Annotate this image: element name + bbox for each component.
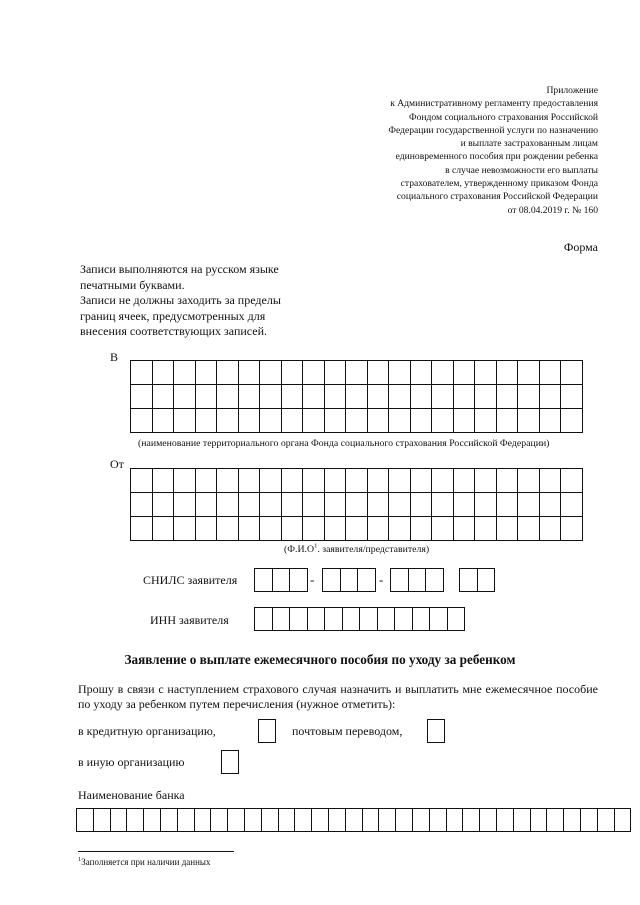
statement-text: Прошу в связи с наступлением страхового случая назначить и выплатить мне ежемесячное пособие по уходу за ребенком путем перечисления (нужное отметить):: [78, 682, 598, 711]
grid-cell[interactable]: [131, 409, 153, 433]
snils-group-1[interactable]: [254, 568, 307, 592]
input-cell[interactable]: [194, 808, 212, 832]
bank-label: Наименование банка: [78, 788, 185, 802]
input-cell[interactable]: [359, 607, 378, 631]
input-cell[interactable]: [278, 808, 296, 832]
grid-cell[interactable]: [518, 493, 540, 517]
grid-cell[interactable]: [518, 469, 540, 493]
grid-cell[interactable]: [174, 469, 196, 493]
grid-cell[interactable]: [174, 385, 196, 409]
grid-cell[interactable]: [346, 385, 368, 409]
grid-cell[interactable]: [260, 517, 282, 541]
footnote: [78, 857, 210, 867]
grid-cell[interactable]: [324, 385, 346, 409]
input-cell[interactable]: [160, 808, 178, 832]
grid-cell[interactable]: [174, 517, 196, 541]
from-label: От: [110, 457, 124, 471]
grid-cell[interactable]: [131, 385, 153, 409]
input-cell[interactable]: [394, 607, 413, 631]
grid-cell[interactable]: [453, 385, 475, 409]
from-caption: [284, 544, 429, 555]
input-cell[interactable]: [110, 808, 128, 832]
grid-cell[interactable]: [453, 517, 475, 541]
grid-cell[interactable]: [303, 385, 325, 409]
instruction-line: границ ячеек, предусмотренных для: [80, 308, 266, 323]
grid-cell[interactable]: [303, 493, 325, 517]
grid-cell[interactable]: [195, 493, 217, 517]
grid-cell[interactable]: [410, 517, 432, 541]
grid-cell[interactable]: [131, 469, 153, 493]
grid-cell[interactable]: [475, 361, 497, 385]
grid-cell[interactable]: [324, 361, 346, 385]
input-cell[interactable]: [395, 808, 413, 832]
input-cell[interactable]: [93, 808, 111, 832]
input-cell[interactable]: [477, 568, 496, 592]
from-caption-prefix: (Ф.И.О: [284, 544, 315, 555]
input-cell[interactable]: [377, 607, 396, 631]
input-cell[interactable]: [546, 808, 564, 832]
grid-cell[interactable]: [281, 385, 303, 409]
grid-cell[interactable]: [475, 517, 497, 541]
grid-cell[interactable]: [174, 409, 196, 433]
grid-cell[interactable]: [238, 361, 260, 385]
footnote-text: Заполняется при наличии данных: [81, 857, 211, 867]
input-cell[interactable]: [76, 808, 94, 832]
other-org-checkbox[interactable]: [221, 750, 239, 774]
statement-title: Заявление о выплате ежемесячного пособия по уходу за ребенком: [124, 652, 516, 667]
instruction-line: печатными буквами.: [80, 277, 185, 292]
grid-cell[interactable]: [324, 409, 346, 433]
grid-cell[interactable]: [346, 361, 368, 385]
grid-cell[interactable]: [260, 469, 282, 493]
grid-cell[interactable]: [561, 361, 583, 385]
appendix-line: единовременного пособия при рождении ребенка: [395, 151, 598, 163]
input-cell[interactable]: [580, 808, 598, 832]
input-cell[interactable]: [597, 808, 615, 832]
to-label: В: [110, 350, 119, 364]
grid-cell[interactable]: [281, 409, 303, 433]
input-cell[interactable]: [345, 808, 363, 832]
grid-cell[interactable]: [496, 385, 518, 409]
grid-cell[interactable]: [496, 409, 518, 433]
inn-label: ИНН заявителя: [150, 613, 229, 627]
from-name-grid[interactable]: [130, 468, 583, 541]
grid-cell[interactable]: [367, 361, 389, 385]
grid-cell[interactable]: [281, 493, 303, 517]
input-cell[interactable]: [408, 568, 427, 592]
snils-label: СНИЛС заявителя: [143, 573, 238, 587]
grid-cell[interactable]: [324, 469, 346, 493]
grid-cell[interactable]: [496, 361, 518, 385]
grid-cell[interactable]: [389, 517, 411, 541]
grid-cell[interactable]: [152, 409, 174, 433]
option-postal-label: почтовым переводом,: [292, 724, 403, 738]
grid-cell[interactable]: [195, 469, 217, 493]
grid-cell[interactable]: [174, 493, 196, 517]
to-agency-grid[interactable]: [130, 360, 583, 433]
input-cell[interactable]: [324, 607, 343, 631]
input-cell[interactable]: [328, 808, 346, 832]
grid-cell[interactable]: [260, 385, 282, 409]
appendix-line: и выплате застрахованным лицам: [460, 138, 598, 150]
grid-cell[interactable]: [131, 493, 153, 517]
appendix-line: к Административному регламенту предоставления: [390, 98, 598, 110]
grid-cell[interactable]: [453, 361, 475, 385]
grid-cell[interactable]: [453, 409, 475, 433]
grid-cell[interactable]: [475, 409, 497, 433]
input-cell[interactable]: [459, 568, 478, 592]
input-cell[interactable]: [143, 808, 161, 832]
appendix-line: Федерации государственной услуги по назначению: [388, 124, 598, 136]
grid-cell[interactable]: [281, 469, 303, 493]
grid-cell[interactable]: [410, 469, 432, 493]
snils-control-digits[interactable]: [459, 568, 494, 592]
grid-cell[interactable]: [561, 469, 583, 493]
grid-cell[interactable]: [432, 517, 454, 541]
appendix-header: [308, 84, 598, 217]
grid-cell[interactable]: [238, 409, 260, 433]
input-cell[interactable]: [126, 808, 144, 832]
grid-cell[interactable]: [389, 361, 411, 385]
grid-cell[interactable]: [539, 493, 561, 517]
input-cell[interactable]: [462, 808, 480, 832]
input-cell[interactable]: [429, 607, 448, 631]
credit-org-checkbox[interactable]: [258, 719, 276, 743]
grid-cell[interactable]: [496, 517, 518, 541]
grid-cell[interactable]: [238, 493, 260, 517]
footnote-number: 1: [78, 856, 82, 863]
input-cell[interactable]: [227, 808, 245, 832]
input-cell[interactable]: [378, 808, 396, 832]
grid-cell[interactable]: [389, 493, 411, 517]
footnote-divider: [78, 851, 234, 852]
grid-cell[interactable]: [195, 409, 217, 433]
input-cell[interactable]: [412, 607, 431, 631]
snils-separator: -: [379, 572, 384, 587]
grid-cell[interactable]: [410, 361, 432, 385]
grid-cell[interactable]: [346, 517, 368, 541]
grid-cell[interactable]: [217, 385, 239, 409]
input-cell[interactable]: [425, 568, 444, 592]
grid-cell[interactable]: [561, 409, 583, 433]
grid-cell[interactable]: [195, 385, 217, 409]
input-cell[interactable]: [307, 607, 326, 631]
input-cell[interactable]: [311, 808, 329, 832]
input-cell[interactable]: [272, 568, 291, 592]
appendix-line: страхователем, утвержденному приказом Фонда: [400, 178, 598, 190]
from-caption-suffix: . заявителя/представителя): [317, 544, 430, 555]
grid-cell[interactable]: [217, 469, 239, 493]
grid-cell[interactable]: [303, 469, 325, 493]
grid-cell[interactable]: [410, 409, 432, 433]
grid-cell[interactable]: [260, 409, 282, 433]
input-cell[interactable]: [244, 808, 262, 832]
grid-cell[interactable]: [303, 361, 325, 385]
grid-cell[interactable]: [367, 385, 389, 409]
grid-cell[interactable]: [346, 493, 368, 517]
appendix-line: социального страхования Российской Федерации: [396, 191, 598, 203]
grid-cell[interactable]: [539, 409, 561, 433]
grid-cell[interactable]: [453, 493, 475, 517]
grid-cell[interactable]: [432, 385, 454, 409]
grid-cell[interactable]: [432, 409, 454, 433]
grid-cell[interactable]: [539, 385, 561, 409]
input-cell[interactable]: [289, 568, 308, 592]
input-cell[interactable]: [513, 808, 531, 832]
grid-cell[interactable]: [496, 469, 518, 493]
grid-cell[interactable]: [389, 409, 411, 433]
appendix-line: Фондом социального страхования Российской: [409, 111, 598, 123]
snils-separator: -: [310, 572, 315, 587]
grid-cell[interactable]: [260, 361, 282, 385]
bank-name-cells[interactable]: [76, 808, 630, 832]
grid-cell[interactable]: [152, 517, 174, 541]
appendix-line: в случае невозможности его выплаты: [445, 164, 598, 176]
grid-cell[interactable]: [410, 493, 432, 517]
option-credit-org-label: в кредитную организацию,: [78, 724, 216, 738]
grid-cell[interactable]: [367, 469, 389, 493]
grid-cell[interactable]: [518, 385, 540, 409]
input-cell[interactable]: [563, 808, 581, 832]
postal-checkbox[interactable]: [427, 719, 445, 743]
grid-cell[interactable]: [303, 409, 325, 433]
snils-group-3[interactable]: [390, 568, 443, 592]
grid-cell[interactable]: [561, 493, 583, 517]
grid-cell[interactable]: [561, 517, 583, 541]
grid-cell[interactable]: [432, 361, 454, 385]
grid-cell[interactable]: [217, 493, 239, 517]
form-label: Форма: [563, 240, 598, 254]
footnote-ref: 1: [314, 542, 318, 550]
grid-cell[interactable]: [539, 361, 561, 385]
to-caption: (наименование территориального органа Фонда социального страхования Российской Федерации): [138, 438, 550, 449]
grid-cell[interactable]: [174, 361, 196, 385]
input-cell[interactable]: [342, 607, 361, 631]
input-cell[interactable]: [614, 808, 632, 832]
input-cell[interactable]: [272, 607, 291, 631]
grid-cell[interactable]: [475, 493, 497, 517]
input-cell[interactable]: [340, 568, 359, 592]
grid-cell[interactable]: [539, 517, 561, 541]
grid-cell[interactable]: [367, 517, 389, 541]
grid-cell[interactable]: [303, 517, 325, 541]
grid-cell[interactable]: [518, 517, 540, 541]
grid-cell[interactable]: [281, 361, 303, 385]
grid-cell[interactable]: [432, 469, 454, 493]
grid-cell[interactable]: [131, 361, 153, 385]
grid-cell[interactable]: [389, 469, 411, 493]
grid-cell[interactable]: [539, 469, 561, 493]
grid-cell[interactable]: [324, 517, 346, 541]
snils-group-2[interactable]: [322, 568, 375, 592]
grid-cell[interactable]: [453, 469, 475, 493]
input-cell[interactable]: [496, 808, 514, 832]
inn-cells[interactable]: [254, 607, 464, 631]
input-cell[interactable]: [254, 568, 273, 592]
grid-cell[interactable]: [238, 469, 260, 493]
grid-cell[interactable]: [152, 385, 174, 409]
grid-cell[interactable]: [152, 469, 174, 493]
input-cell[interactable]: [289, 607, 308, 631]
input-cell[interactable]: [362, 808, 380, 832]
grid-cell[interactable]: [238, 517, 260, 541]
input-cell[interactable]: [446, 808, 464, 832]
grid-cell[interactable]: [281, 517, 303, 541]
grid-cell[interactable]: [367, 493, 389, 517]
grid-cell[interactable]: [518, 409, 540, 433]
appendix-line: Приложение: [546, 85, 598, 96]
grid-cell[interactable]: [217, 361, 239, 385]
grid-cell[interactable]: [496, 493, 518, 517]
input-cell[interactable]: [177, 808, 195, 832]
grid-cell[interactable]: [518, 361, 540, 385]
grid-cell[interactable]: [195, 361, 217, 385]
grid-cell[interactable]: [217, 517, 239, 541]
input-cell[interactable]: [254, 607, 273, 631]
grid-cell[interactable]: [131, 517, 153, 541]
grid-cell[interactable]: [410, 385, 432, 409]
appendix-line: от 08.04.2019 г. № 160: [507, 204, 598, 216]
grid-cell[interactable]: [260, 493, 282, 517]
grid-cell[interactable]: [475, 385, 497, 409]
grid-cell[interactable]: [217, 409, 239, 433]
input-cell[interactable]: [479, 808, 497, 832]
grid-cell[interactable]: [561, 385, 583, 409]
grid-cell[interactable]: [195, 517, 217, 541]
grid-cell[interactable]: [475, 469, 497, 493]
grid-cell[interactable]: [152, 493, 174, 517]
instruction-line: внесения соответствующих записей.: [80, 324, 268, 338]
input-cell[interactable]: [530, 808, 548, 832]
grid-cell[interactable]: [324, 493, 346, 517]
input-cell[interactable]: [447, 607, 466, 631]
grid-cell[interactable]: [238, 385, 260, 409]
grid-cell[interactable]: [346, 409, 368, 433]
grid-cell[interactable]: [367, 409, 389, 433]
grid-cell[interactable]: [432, 493, 454, 517]
input-cell[interactable]: [429, 808, 447, 832]
input-cell[interactable]: [390, 568, 409, 592]
input-cell[interactable]: [357, 568, 376, 592]
instruction-line: Записи не должны заходить за пределы: [80, 293, 281, 307]
input-cell[interactable]: [261, 808, 279, 832]
input-cell[interactable]: [322, 568, 341, 592]
instructions: [80, 262, 281, 340]
option-other-org-label: в иную организацию: [78, 755, 185, 769]
input-cell[interactable]: [294, 808, 312, 832]
input-cell[interactable]: [210, 808, 228, 832]
instruction-line: Записи выполняются на русском языке: [80, 262, 279, 276]
grid-cell[interactable]: [389, 385, 411, 409]
grid-cell[interactable]: [152, 361, 174, 385]
input-cell[interactable]: [412, 808, 430, 832]
grid-cell[interactable]: [346, 469, 368, 493]
